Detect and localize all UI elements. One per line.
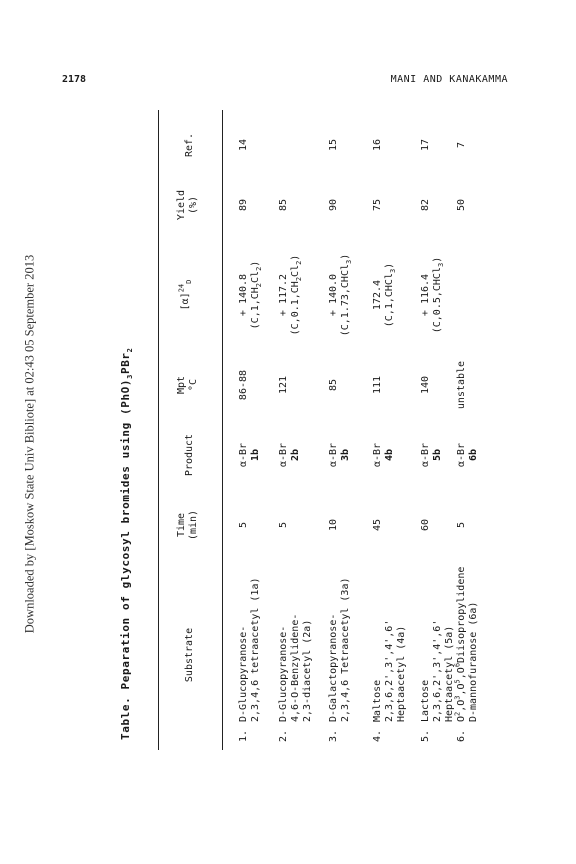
- row-1-substrate: D-Glucopyranose- 2,3,4,6 tetraacetyl (1a): [238, 577, 261, 722]
- col-header-ref: Ref.: [184, 132, 195, 158]
- col-header-product: Product: [184, 433, 195, 477]
- row-3-mpt: 85: [328, 378, 339, 392]
- table-top-rule: [158, 110, 159, 750]
- row-4-number: 4.: [372, 729, 383, 742]
- row-2-yield: 85: [278, 198, 289, 212]
- running-head: MANI AND KANAKAMMA: [390, 74, 508, 85]
- row-6-ref: 7: [456, 141, 467, 149]
- rotated-table-wrapper: [20, 70, 560, 790]
- col-header-rotation: $[\alpha]^{24}_D$: [177, 279, 193, 311]
- row-1-number: 1.: [238, 729, 249, 742]
- col-header-mpt: Mpt °C: [176, 375, 199, 395]
- glycosyl-bromide-table: [110, 110, 479, 750]
- row-3-number: 3.: [328, 729, 339, 742]
- col-header-yield: Yield (%): [176, 189, 199, 221]
- row-2-product: α-Br 2b: [278, 442, 301, 468]
- row-3-product: α-Br 3b: [328, 442, 351, 468]
- row-6-time: 5: [456, 521, 467, 529]
- row-5-mpt: 140: [420, 375, 431, 395]
- row-6-yield: 50: [456, 198, 467, 212]
- row-5-substrate: Lactose 2,3,6,2',3',4',6' Heptaacetyl (5a): [420, 619, 455, 722]
- row-6-substrate: $O^2,O^3,O^5,O^6Diisopropylidene$ D-mannofuranose (6a): [453, 566, 479, 722]
- row-4-rotation: 172.4 (C,1,CHCl$_3$): [372, 262, 397, 328]
- row-4-product: α-Br 4b: [372, 442, 395, 468]
- row-4-mpt: 111: [372, 375, 383, 395]
- watermark-text: Downloaded by [Moskow State Univ Bibliote] at 02:43 05 September 2013: [22, 254, 37, 634]
- row-3-ref: 15: [328, 138, 339, 152]
- row-1-mpt: 86-88: [238, 369, 249, 401]
- row-4-time: 45: [372, 518, 383, 532]
- row-3-substrate: D-Galactopyranose- 2,3,4,6 Tetraacetyl (3a): [328, 577, 351, 722]
- row-1-ref: 14: [238, 138, 249, 152]
- col-header-substrate: Substrate: [184, 627, 195, 683]
- row-5-ref: 17: [420, 138, 431, 152]
- row-2-time: 5: [278, 521, 289, 529]
- row-1-product: α-Br 1b: [238, 442, 261, 468]
- row-1-yield: 89: [238, 198, 249, 212]
- row-6-number: 6.: [456, 729, 467, 742]
- row-3-yield: 90: [328, 198, 339, 212]
- row-5-rotation: + 116.4 (C,0.5,CHCl$_3$): [420, 256, 445, 334]
- row-5-yield: 82: [420, 198, 431, 212]
- row-4-ref: 16: [372, 138, 383, 152]
- row-5-time: 60: [420, 518, 431, 532]
- row-5-product: α-Br 5b: [420, 442, 443, 468]
- table-header-rule: [222, 110, 223, 750]
- page-number: 2178: [62, 74, 87, 85]
- row-6-mpt: unstable: [456, 360, 467, 410]
- row-5-number: 5.: [420, 729, 431, 742]
- row-3-time: 10: [328, 518, 339, 532]
- row-6-product: α-Br 6b: [456, 442, 479, 468]
- row-2-rotation: + 117.2 $(C,0.1,CH_2Cl_2)$: [278, 254, 303, 336]
- row-4-yield: 75: [372, 198, 383, 212]
- row-3-rotation: + 140.0 (C,1.73,CHCl$_3$): [328, 253, 353, 337]
- row-4-substrate: Maltose 2,3,6,2',3',4',6' Heptaacetyl (4a): [372, 619, 407, 722]
- row-1-time: 5: [238, 521, 249, 529]
- col-header-time: Time (min): [176, 509, 199, 541]
- row-2-number: 2.: [278, 729, 289, 742]
- row-2-substrate: D-Glucopyranose- 4,6-O-Benzylidene- 2,3-diacetyl (2a): [278, 613, 313, 722]
- row-2-mpt: 121: [278, 375, 289, 395]
- row-1-rotation: + 140.8 $(C,1,CH_2Cl_2)$: [238, 260, 263, 330]
- table-title: Table. Peparation of glycosyl bromides using $(PhO)_3PBr_2$: [119, 347, 135, 740]
